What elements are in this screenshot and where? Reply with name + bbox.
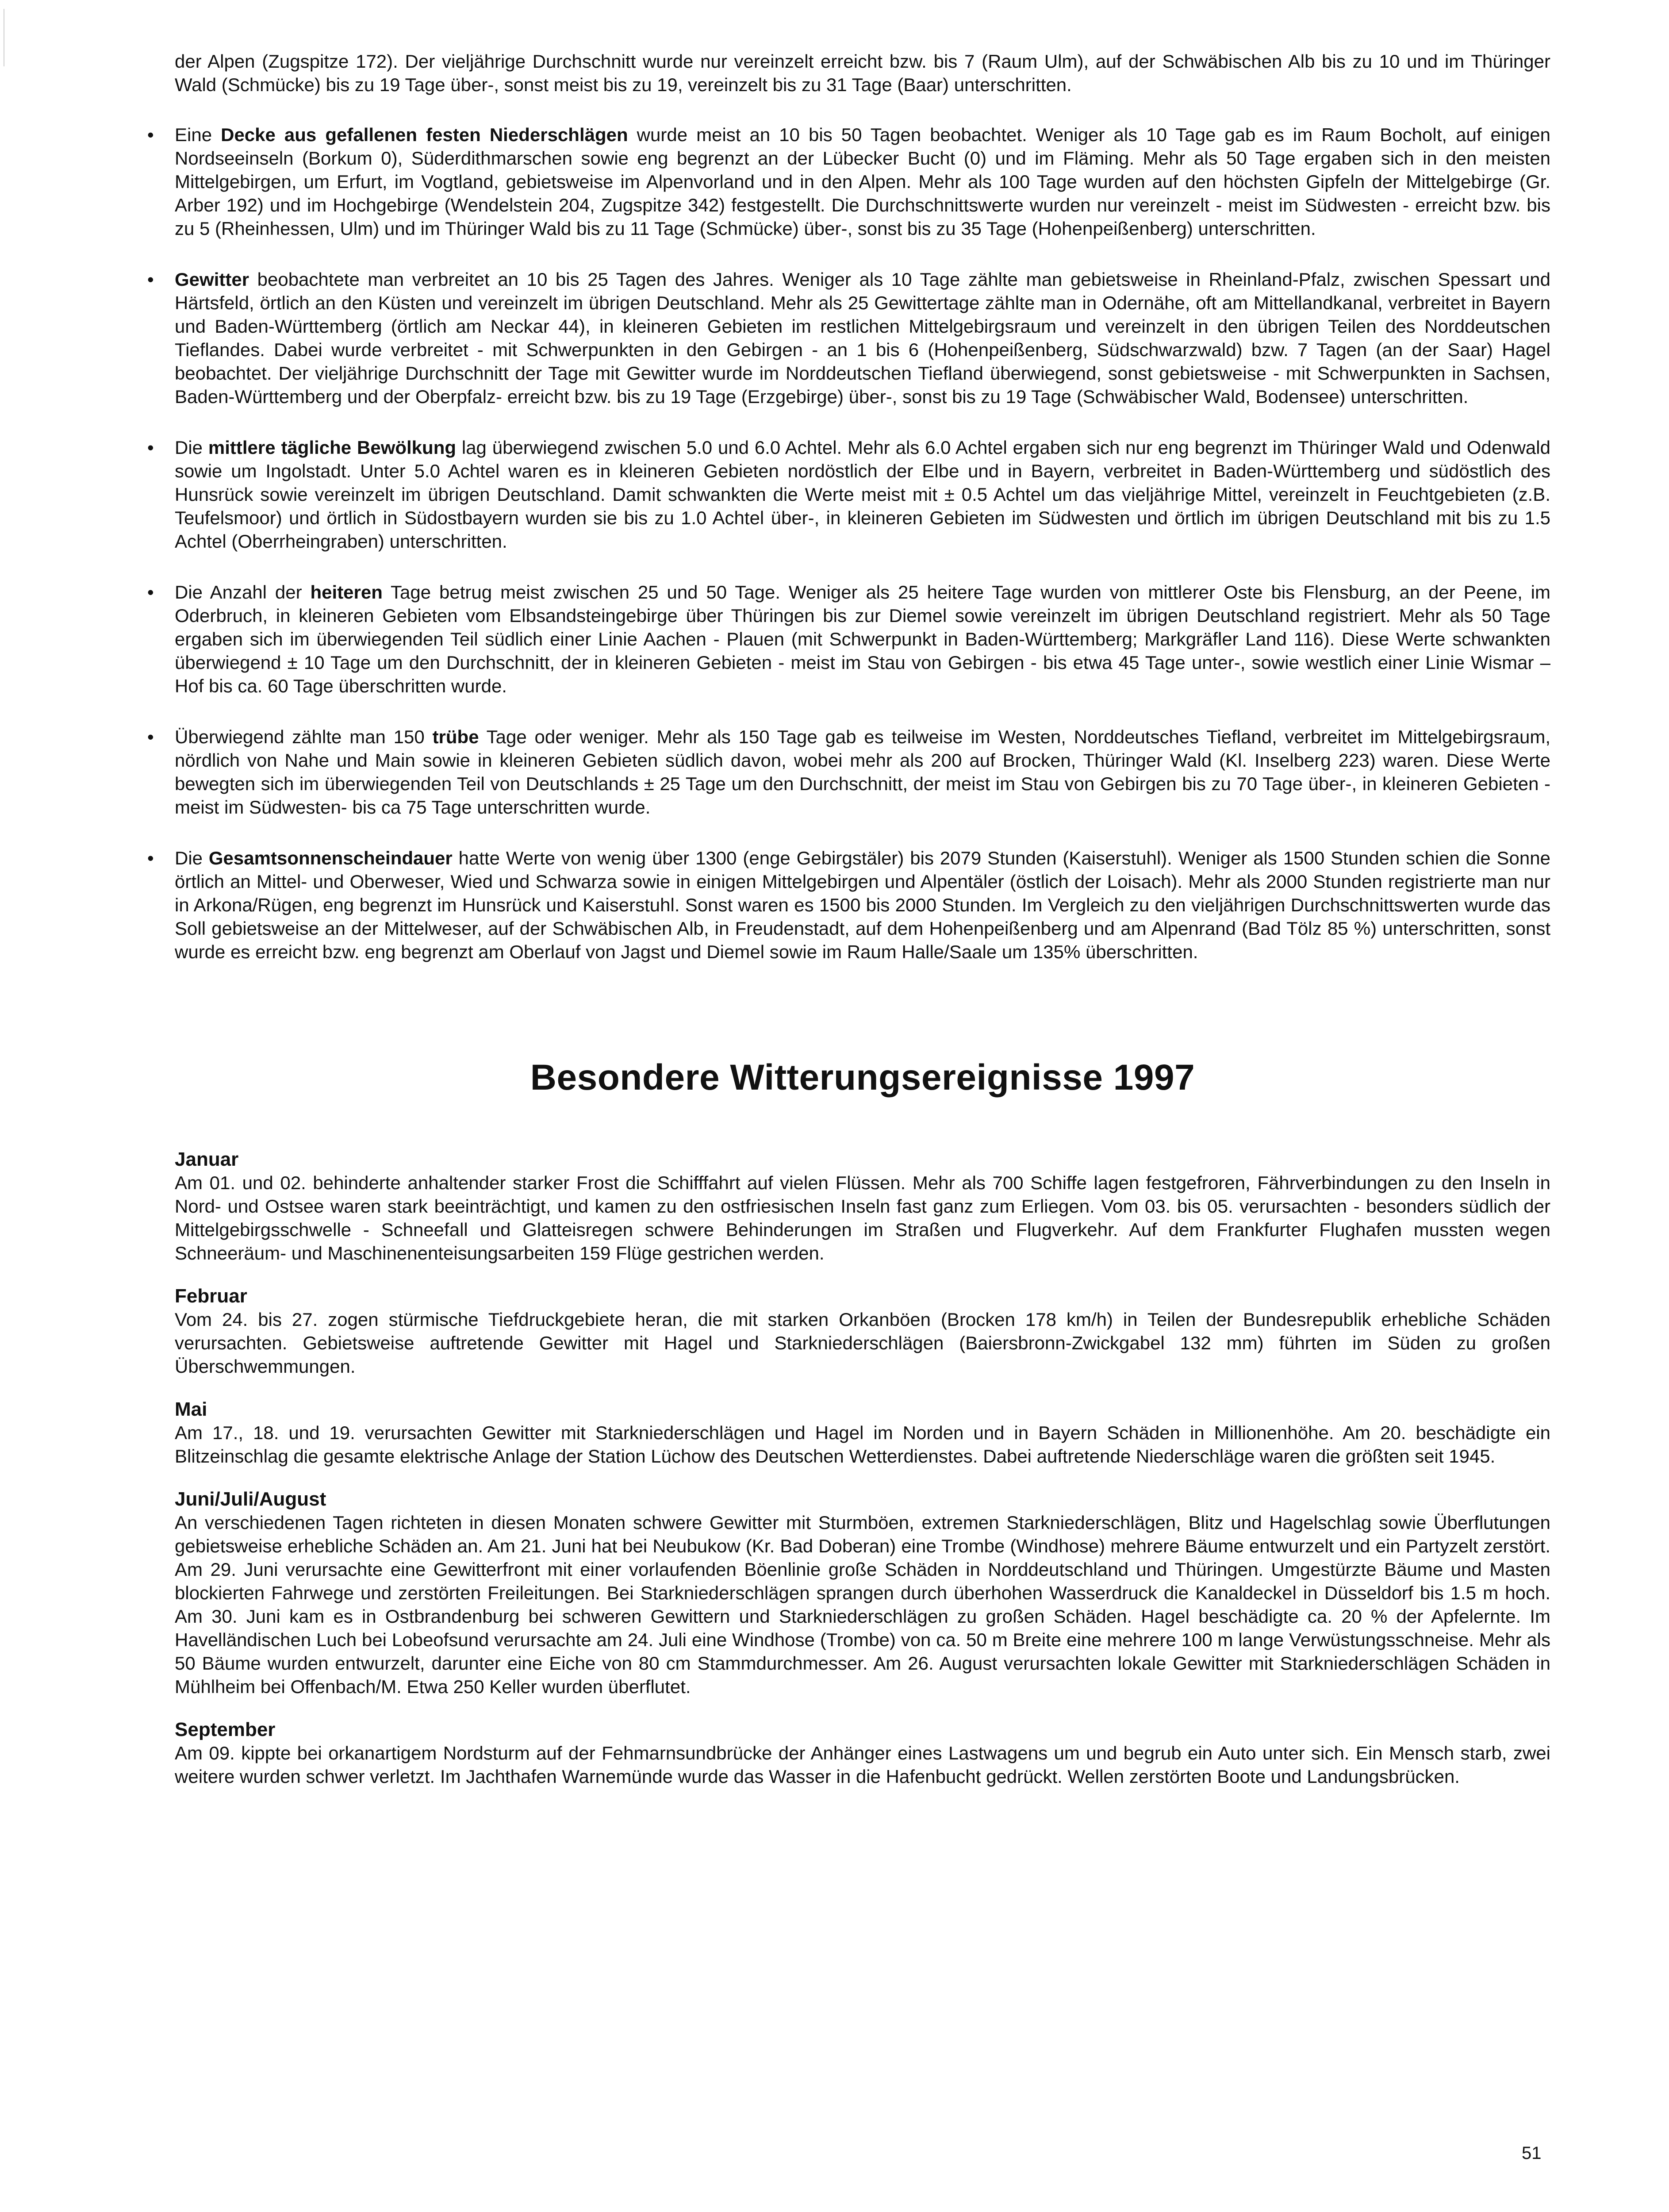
- page-number: 51: [1522, 2143, 1542, 2163]
- bullet-keyword: mittlere tägliche Bewölkung: [208, 437, 457, 458]
- bullet-sunshine-duration: [147, 846, 1550, 964]
- event-month-heading: Januar: [175, 1148, 239, 1170]
- bullet-pre: Eine: [175, 124, 221, 145]
- bullet-post: beobachtete man verbreitet an 10 bis 25 Tagen des Jahres. Weniger als 10 Tage zählte man gebietsweise in Rheinland-Pfalz, zwischen Spessart und Härtsfeld, örtlich an den Küsten und vereinzelt im übrigen Deutschland. Mehr als 25 Gewittertage zählte man in Odernähe, oft am Mittellandkanal, verbreitet in Bayern und Baden-Württemberg (örtlich am Neckar 44), in kleineren Gebieten im restlichen Mittelgebirgsraum und vereinzelt in den übrigen Teilen des Norddeutschen Tieflandes. Dabei wurde verbreitet - mit Schwerpunkten in den Gebirgen - an 1 bis 6 (Hohenpeißenberg, Südschwarzwald) bzw. 7 Tagen (an der Saar) Hagel beobachtet. Der vieljährige Durchschnitt der Tage mit Gewitter wurde im Norddeutschen Tiefland überwiegend, sonst gebietsweise - mit Schwerpunkten in Sachsen, Baden-Württemberg und der Oberpfalz- erreicht bzw. bis zu 19 Tage (Erzgebirge) über-, sonst bis zu 19 Tage (Schwäbischer Wald, Bodensee) unterschritten.: [175, 269, 1550, 407]
- event-month-heading: Mai: [175, 1398, 207, 1420]
- event-january: [175, 1148, 1550, 1265]
- bullet-keyword: Gewitter: [175, 269, 249, 290]
- bullet-marker: •: [147, 582, 154, 603]
- event-february: [175, 1284, 1550, 1378]
- bullet-text: [175, 268, 1550, 408]
- bullet-text: [175, 436, 1550, 553]
- bullet-pre: Die: [175, 848, 209, 868]
- bullet-keyword: Gesamtsonnenscheindauer: [208, 848, 453, 868]
- bullet-pre: Die Anzahl der: [175, 582, 311, 603]
- bullet-marker: •: [147, 269, 154, 290]
- bullet-marker: •: [147, 726, 154, 747]
- event-june-july-august: [175, 1487, 1550, 1698]
- bullet-keyword: trübe: [432, 726, 479, 747]
- page-content: [147, 50, 1550, 1808]
- bullet-text: [175, 725, 1550, 819]
- bullet-keyword: Decke aus gefallenen festen Niederschlägen: [221, 124, 628, 145]
- event-september: [175, 1718, 1550, 1788]
- bullet-post: wurde meist an 10 bis 50 Tagen beobachtet. Weniger als 10 Tage gab es im Raum Bocholt, auf einigen Nordseeinseln (Borkum 0), Süderdithmarschen sowie eng begrenzt an der Lübecker Bucht (0) und im Fläming. Mehr als 50 Tage ergaben sich in den meisten Mittelgebirgen, um Erfurt, im Vogtland, gebietsweise im Alpenvorland und in den Alpen. Mehr als 100 Tage wurden auf den höchsten Gipfeln der Mittelgebirge (Gr. Arber 192) und im Hochgebirge (Wendelstein 204, Zugspitze 342) festgestellt. Die Durchschnittswerte wurden nur vereinzelt - meist im Südwesten - erreicht bzw. bis zu 5 (Rheinhessen, Ulm) und im Thüringer Wald bis zu 11 Tage (Schmücke) über-, sonst bis zu 35 Tage (Hohenpeißenberg) unterschritten.: [175, 124, 1550, 239]
- bullet-snow-cover: [147, 123, 1550, 240]
- bullet-pre: Überwiegend zählte man 150: [175, 726, 433, 747]
- bullet-overcast-days: [147, 725, 1550, 819]
- intro-paragraph: der Alpen (Zugspitze 172). Der vieljährige Durchschnitt wurde nur vereinzelt erreicht bzw. bis 7 (Raum Ulm), auf der Schwäbischen Alb bis zu 10 und im Thüringer Wald (Schmücke) bis zu 19 Tage über-, sonst meist bis zu 19, vereinzelt bis zu 31 Tage (Baar) unterschritten.: [175, 51, 1550, 95]
- bullet-cloud-cover: [147, 436, 1550, 553]
- event-text: Am 01. und 02. behinderte anhaltender starker Frost die Schifffahrt auf vielen Flüssen. Mehr als 700 Schiffe lagen festgefroren, Fährverbindungen zu den Inseln in Nord- und Ostsee waren stark beeinträchtigt, und kamen zu den ostfriesischen Inseln fast ganz zum Erliegen. Vom 03. bis 05. verursachten - besonders südlich der Mittelgebirgsschwelle - Schneefall und Glatteisregen schwere Behinderungen im Straßen und Flugverkehr. Auf dem Frankfurter Flughafen mussten wegen Schneeräum- und Maschinenenteisungsarbeiten 159 Flüge gestrichen werden.: [175, 1172, 1550, 1263]
- bullet-post: hatte Werte von wenig über 1300 (enge Gebirgstäler) bis 2079 Stunden (Kaiserstuhl). Weniger als 1500 Stunden schien die Sonne örtlich an Mittel- und Oberweser, Wied und Schwarza sowie in einigen Mittelgebirgen und Alpentäler (östlich der Loisach). Mehr als 2000 Stunden registrierte man nur in Arkona/Rügen, eng begrenzt im Hunsrück und Kaiserstuhl. Sonst waren es 1500 bis 2000 Stunden. Im Vergleich zu den vieljährigen Durchschnittswerten wurde das Soll gebietsweise an der Mittelweser, auf der Schwäbischen Alb, in Freudenstadt, auf dem Hohenpeißenberg und am Alpenrand (Bad Tölz 85 %) unterschritten, sonst wurde es erreicht bzw. eng begrenzt am Oberlauf von Jagst und Diemel sowie im Raum Halle/Saale um 135% überschritten.: [175, 848, 1550, 962]
- bullet-pre: Die: [175, 437, 208, 458]
- event-text: Am 09. kippte bei orkanartigem Nordsturm auf der Fehmarnsundbrücke der Anhänger eines Lastwagens um und begrub ein Auto unter sich. Ein Mensch starb, zwei weitere wurden schwer verletzt. Im Jachthafen Warnemünde wurde das Wasser in die Hafenbucht gedrückt. Wellen zerstörten Boote und Landungsbrücken.: [175, 1743, 1550, 1787]
- bullet-post: Tage betrug meist zwischen 25 und 50 Tage. Weniger als 25 heitere Tage wurden von mittlerer Oste bis Flensburg, an der Peene, im Oderbruch, in kleineren Gebieten vom Elbsandsteingebirge über Thüringen bis zur Diemel sowie vereinzelt im übrigen Deutschland registriert. Mehr als 50 Tage ergaben sich im überwiegenden Teil südlich einer Linie Aachen - Plauen (mit Schwerpunkt in Baden-Württemberg; Markgräfler Land 116). Diese Werte schwankten überwiegend ± 10 Tage um den Durchschnitt, der in kleineren Gebieten - meist im Stau von Gebirgen - bis etwa 45 Tage unter-, sowie westlich einer Linie Wismar – Hof bis ca. 60 Tage überschritten wurde.: [175, 582, 1550, 696]
- bullet-text: [175, 846, 1550, 964]
- bullet-post: Tage oder weniger. Mehr als 150 Tage gab es teilweise im Westen, Norddeutsches Tiefland, verbreitet im Mittelgebirgsraum, nördlich von Nahe und Main sowie in kleineren Gebieten südlich davon, wobei mehr als 200 auf Brocken, Thüringer Wald (Kl. Inselberg 223) waren. Diese Werte bewegten sich im überwiegenden Teil von Deutschlands ± 25 Tage um den Durchschnitt, der meist im Stau von Gebirgen bis zu 70 Tage über-, in kleineren Gebieten -meist im Südwesten- bis ca 75 Tage unterschritten wurde.: [175, 726, 1550, 818]
- climate-summary-list: [147, 123, 1550, 964]
- bullet-post: lag überwiegend zwischen 5.0 und 6.0 Achtel. Mehr als 6.0 Achtel ergaben sich nur eng begrenzt im Thüringer Wald und Odenwald sowie um Ingolstadt. Unter 5.0 Achtel waren es in kleineren Gebieten nordöstlich der Elbe und in Bayern, verbreitet in Baden-Württemberg und südöstlich des Hunsrück sowie vereinzelt im übrigen Deutschland. Damit schwankten die Werte meist mit ± 0.5 Achtel um das vieljährige Mittel, vereinzelt in Feuchtgebieten (z.B. Teufelsmoor) und örtlich in Südostbayern wurden sie bis zu 1.0 Achtel über-, in kleineren Gebieten im Südwesten und örtlich im übrigen Deutschland mit bis zu 1.5 Achtel (Oberrheingraben) unterschritten.: [175, 437, 1550, 552]
- event-month-heading: September: [175, 1719, 276, 1740]
- bullet-marker: •: [147, 437, 154, 458]
- event-text: An verschiedenen Tagen richteten in diesen Monaten schwere Gewitter mit Sturmböen, extremen Starkniederschlägen, Blitz und Hagelschlag sowie Überflutungen gebietsweise erhebliche Schäden an. Am 21. Juni hat bei Neubukow (Kr. Bad Doberan) eine Trombe (Windhose) mehrere Bäume entwurzelt und ein Partyzelt zerstört. Am 29. Juni verursachte eine Gewitterfront mit einer vorlaufenden Böenlinie große Schäden in Norddeutschland und Thüringen. Umgestürzte Bäume und Masten blockierten Fahrwege und zerstörten Freileitungen. Bei Starkniederschlägen sprangen durch überhohen Wasserdruck die Kanaldeckel in Düsseldorf bis 1.5 m hoch. Am 30. Juni kam es in Ostbrandenburg bei schweren Gewittern und Starkniederschlägen zu großen Schäden. Hagel beschädigte ca. 20 % der Apfelernte. Im Havelländischen Luch bei Lobeofsund verursachte am 24. Juli eine Windhose (Trombe) von ca. 50 m Breite eine mehrere 100 m lange Verwüstungsschneise. Mehr als 50 Bäume wurden entwurzelt, darunter eine Eiche von 80 cm Stammdurchmesser. Am 26. August verursachten lokale Gewitter mit Starkniederschlägen Schäden in Mühlheim bei Offenbach/M. Etwa 250 Keller wurden überflutet.: [175, 1512, 1550, 1697]
- event-text: Vom 24. bis 27. zogen stürmische Tiefdruckgebiete heran, die mit starken Orkanböen (Brocken 178 km/h) in Teilen der Bundesrepublik erhebliche Schäden verursachten. Gebietsweise auftretende Gewitter mit Hagel und Starkniederschlägen (Baiersbronn-Zwickgabel 132 mm) führten im Süden zu großen Überschwemmungen.: [175, 1309, 1550, 1377]
- bullet-keyword: heiteren: [310, 582, 383, 603]
- bullet-text: [175, 123, 1550, 240]
- section-title: Besondere Witterungsereignisse 1997: [530, 1057, 1195, 1098]
- bullet-thunderstorms: [147, 268, 1550, 408]
- event-month-heading: Februar: [175, 1285, 247, 1307]
- event-month-heading: Juni/Juli/August: [175, 1488, 326, 1510]
- event-text: Am 17., 18. und 19. verursachten Gewitter mit Starkniederschlägen und Hagel im Norden und in Bayern Schäden in Millionenhöhe. Am 20. beschädigte ein Blitzeinschlag die gesamte elektrische Anlage der Station Lüchow des Deutschen Wetterdienstes. Dabei auftretende Niederschläge waren die größten seit 1945.: [175, 1422, 1550, 1467]
- bullet-marker: •: [147, 848, 154, 868]
- event-may: [175, 1398, 1550, 1468]
- bullet-text: [175, 580, 1550, 698]
- bullet-marker: •: [147, 124, 154, 145]
- bullet-clear-days: [147, 580, 1550, 698]
